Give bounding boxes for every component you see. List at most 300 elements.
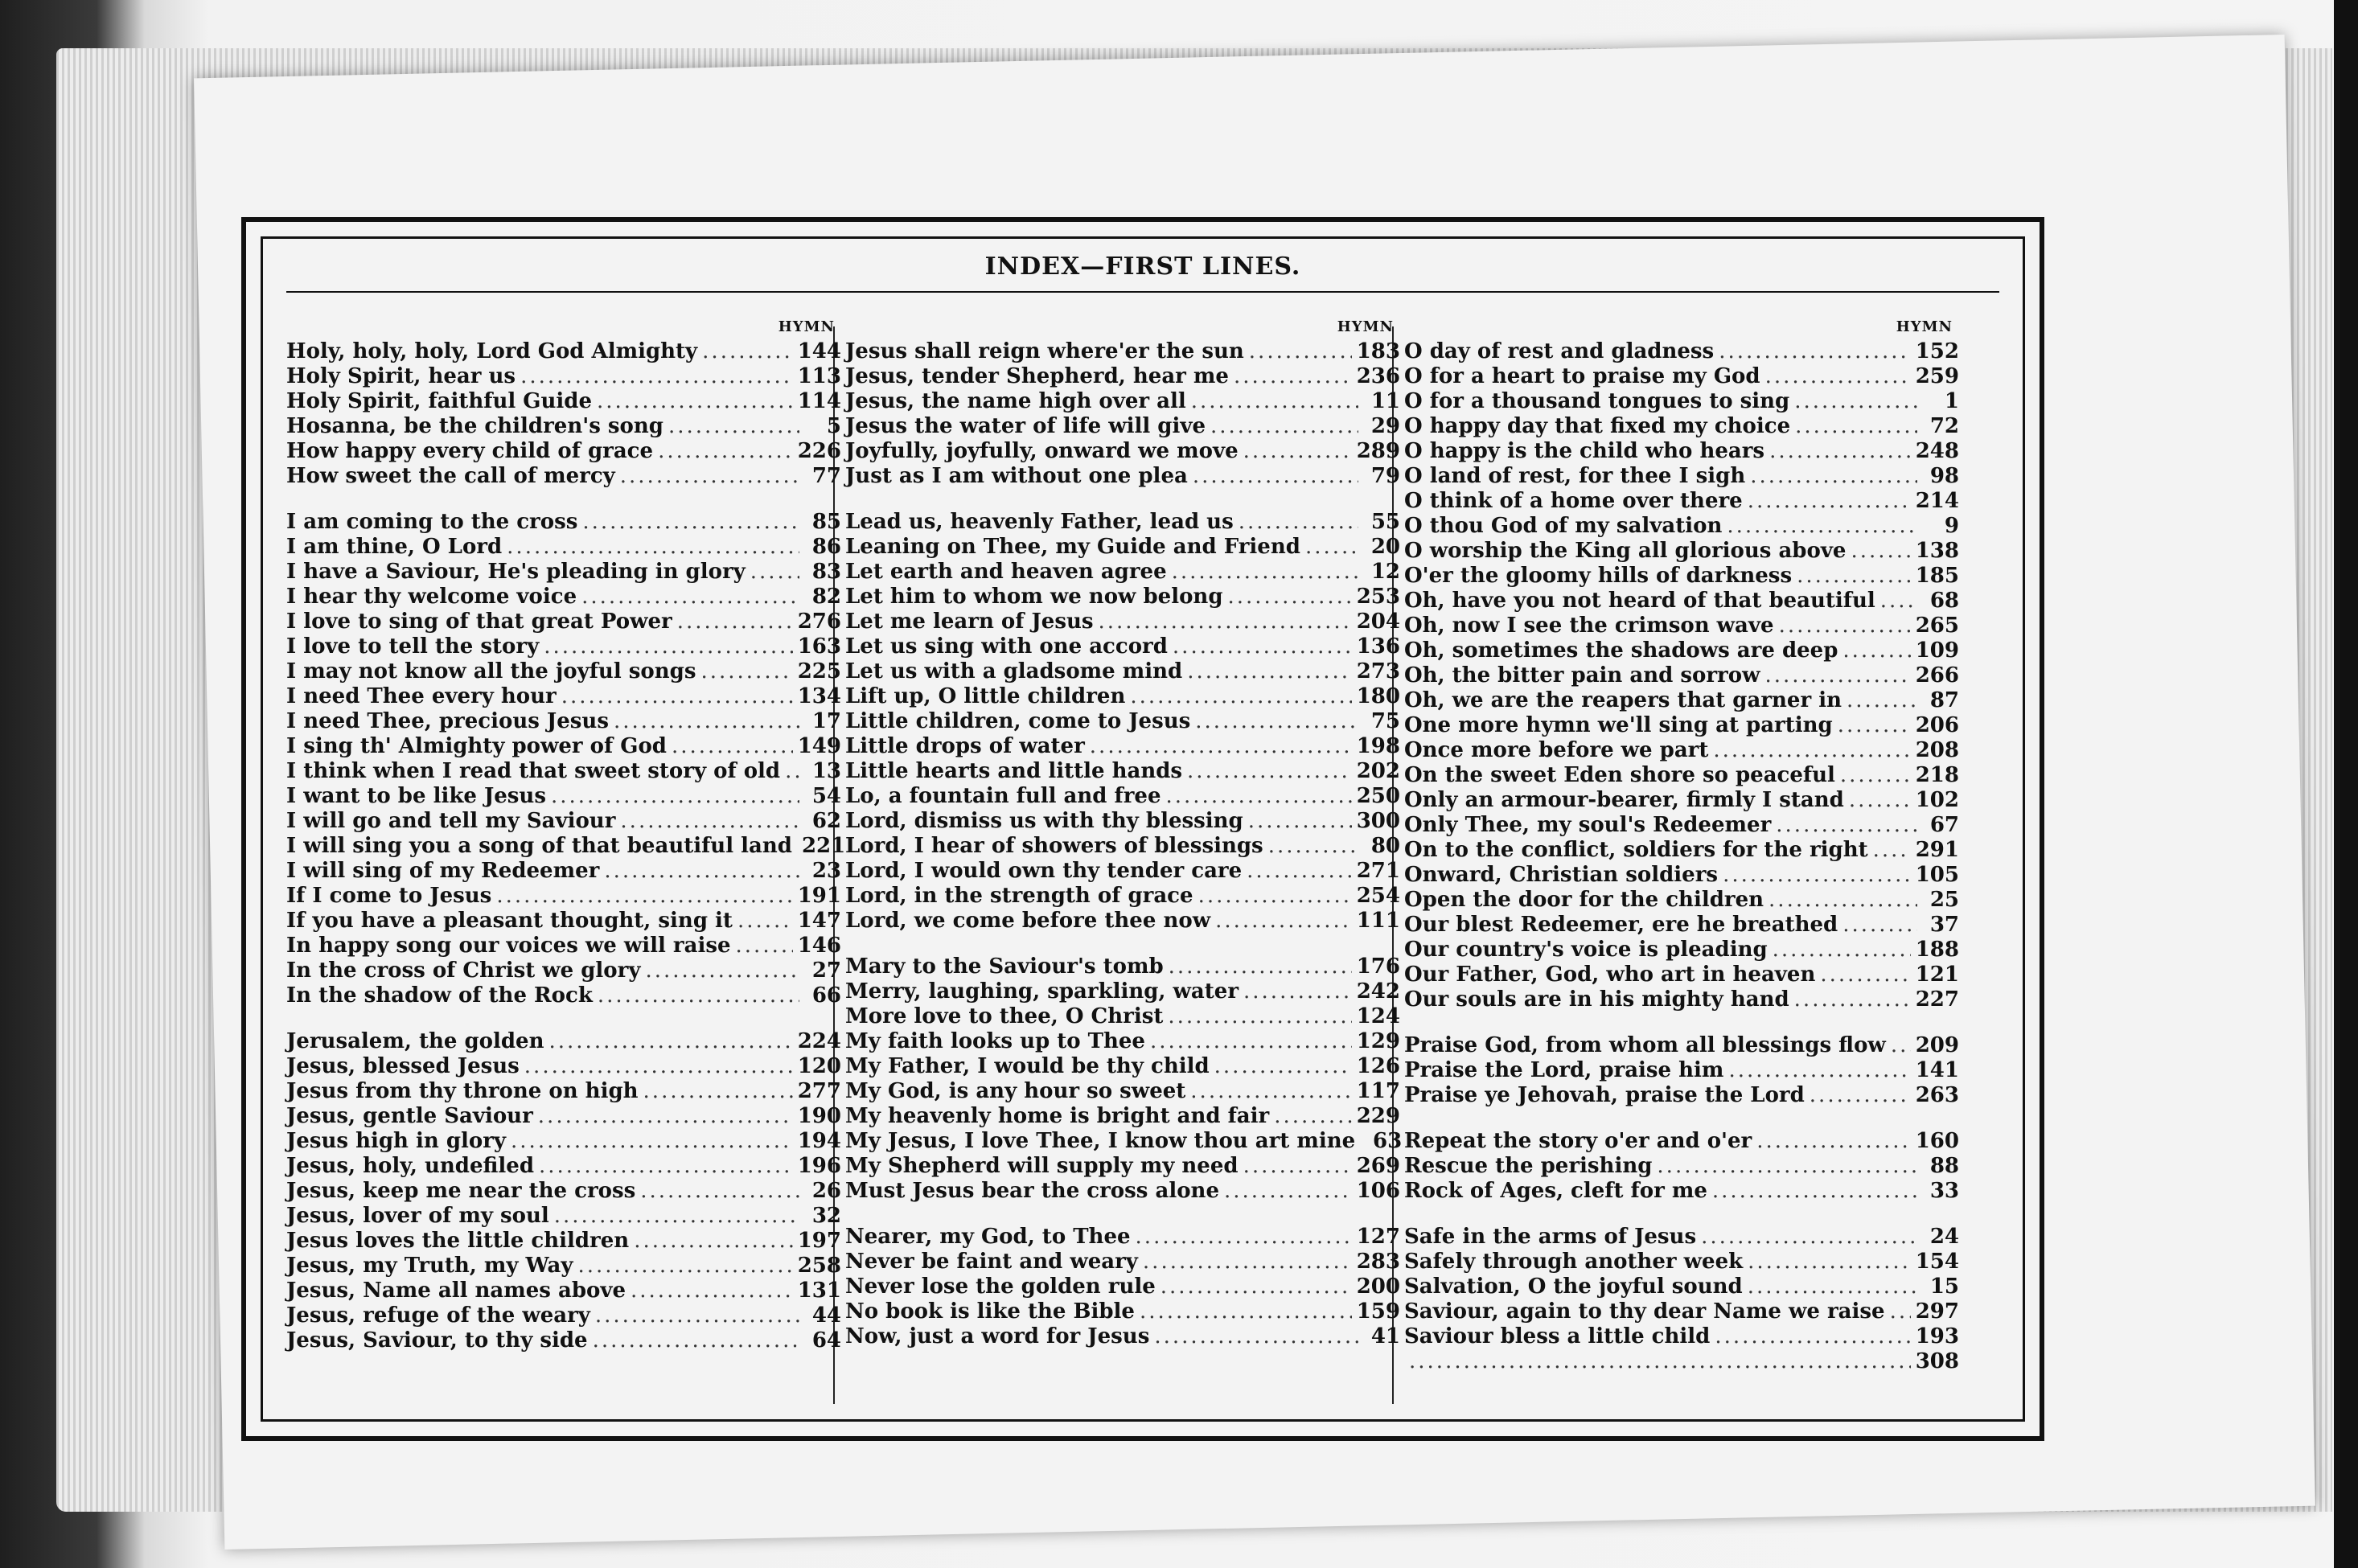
first-line-text: On the sweet Eden shore so peaceful (1404, 763, 1835, 787)
first-line-text: I hear thy welcome voice (286, 585, 577, 609)
index-entry (845, 954, 1400, 979)
first-line-text: Hosanna, be the children's song (286, 414, 663, 438)
first-line-text: O'er the gloomy hills of darkness (1404, 564, 1793, 588)
hymn-number: 160 (1915, 1129, 1959, 1153)
first-line-text: Let us sing with one accord (845, 634, 1168, 659)
index-entry (845, 809, 1400, 834)
index-column-1 (286, 318, 846, 1353)
index-entry (1404, 987, 1959, 1012)
dot-leader (1719, 339, 1911, 363)
index-entry (1404, 1299, 1959, 1324)
index-entry (845, 834, 1400, 859)
first-line-text: I love to sing of that great Power (286, 610, 672, 634)
first-line-text: Open the door for the children (1404, 888, 1764, 912)
hymn-number: 297 (1915, 1299, 1959, 1324)
first-line-text: O worship the King all glorious above (1404, 539, 1847, 563)
first-line-text: Jesus high in glory (286, 1129, 507, 1153)
index-entry (286, 339, 841, 364)
first-line-text: I want to be like Jesus (286, 784, 546, 808)
index-entry (1404, 813, 1959, 838)
index-entry (286, 1279, 841, 1303)
first-line-text: Oh, have you not heard of that beautiful (1404, 589, 1875, 613)
first-line-text: I love to tell the story (286, 634, 540, 659)
index-entry (286, 439, 841, 464)
dot-leader (1779, 614, 1911, 638)
index-entry (286, 535, 841, 560)
index-entry (845, 1129, 1403, 1154)
group-gap (1404, 1108, 1959, 1129)
dot-leader (496, 884, 792, 908)
dot-leader (1842, 638, 1910, 663)
first-line-text: How sweet the call of mercy (286, 464, 615, 488)
first-line-text: If you have a pleasant thought, sing it (286, 909, 733, 933)
index-entry (286, 364, 841, 389)
index-entry (286, 809, 841, 834)
index-entry (286, 958, 841, 983)
first-line-text: Lift up, O little children (845, 684, 1126, 708)
index-entry (845, 1225, 1400, 1250)
index-entry (286, 1029, 841, 1054)
first-line-text: I am thine, O Lord (286, 535, 503, 559)
index-entry (1404, 389, 1959, 414)
hymn-number: 159 (1356, 1299, 1400, 1324)
index-entry (845, 389, 1400, 414)
dot-leader (1820, 963, 1910, 987)
index-entry (845, 759, 1400, 784)
index-entry (1404, 688, 1959, 713)
index-entry (1404, 888, 1959, 913)
dot-leader (672, 734, 793, 758)
hymn-number: 180 (1356, 684, 1400, 708)
page-title: INDEX—FIRST LINES. (984, 252, 1301, 281)
dot-leader (1190, 1079, 1351, 1103)
dot-leader (1173, 634, 1352, 659)
index-entry (286, 464, 841, 489)
index-entry (845, 1250, 1400, 1275)
hymn-number: 291 (1915, 838, 1959, 862)
first-line-text: My heavenly home is bright and fair (845, 1104, 1270, 1128)
index-entry (286, 1129, 841, 1154)
index-entry (1404, 1275, 1959, 1299)
index-entry (845, 339, 1400, 364)
first-line-text: Let us with a gladsome mind (845, 659, 1183, 683)
first-line-text: How happy every child of grace (286, 439, 654, 463)
index-entry (286, 1154, 841, 1179)
hymn-number: 248 (1915, 439, 1959, 463)
dot-leader (577, 1254, 792, 1278)
index-entry (286, 585, 841, 610)
first-line-text: My Jesus, I love Thee, I know thou art mine (845, 1129, 1356, 1153)
dot-leader (700, 659, 792, 683)
dot-leader (1193, 464, 1358, 488)
hymn-number: 208 (1915, 738, 1959, 762)
index-entry (845, 464, 1400, 489)
first-line-text: Jesus, gentle Saviour (286, 1104, 533, 1128)
hymn-number: 102 (1915, 788, 1959, 812)
hymn-number: 154 (1915, 1250, 1959, 1274)
hymn-number: 105 (1915, 863, 1959, 887)
hymn-number: 5 (826, 414, 841, 438)
hymn-number: 225 (797, 659, 841, 683)
dot-leader (1169, 954, 1352, 979)
hymn-number: 62 (811, 809, 841, 833)
dot-leader (1794, 389, 1917, 413)
dot-leader (1838, 713, 1911, 737)
hymn-number: 200 (1356, 1275, 1400, 1299)
index-entry (1404, 1225, 1959, 1250)
group-gap (1404, 1204, 1959, 1225)
index-column-3 (1404, 318, 1959, 1374)
first-line-text: I will go and tell my Saviour (286, 809, 616, 833)
index-entry (1404, 788, 1959, 813)
hymn-number: 253 (1356, 585, 1400, 609)
index-entry (845, 510, 1400, 535)
index-entry (1404, 339, 1959, 364)
first-line-text: Little drops of water (845, 734, 1085, 758)
first-line-text: Now, just a word for Jesus (845, 1324, 1150, 1348)
index-entry (1404, 1324, 1959, 1349)
dot-leader (643, 1079, 793, 1103)
dot-leader (544, 634, 793, 659)
first-line-text: Lord, we come before thee now (845, 909, 1211, 933)
hymn-number: 265 (1915, 614, 1959, 638)
dot-leader (1840, 763, 1911, 787)
hymn-number: 68 (1929, 589, 1959, 613)
index-entry (1404, 663, 1959, 688)
dot-leader (1728, 1058, 1910, 1082)
dot-leader (1224, 1179, 1352, 1203)
first-line-text: Jesus shall reign where'er the sun (845, 339, 1244, 363)
first-line-text: O for a thousand tongues to sing (1404, 389, 1790, 413)
first-line-text: Oh, now I see the crimson wave (1404, 614, 1774, 638)
index-entry (1404, 514, 1959, 539)
index-entry (1404, 938, 1959, 963)
hymn-number: 250 (1356, 784, 1400, 808)
dot-leader (1130, 684, 1351, 708)
dot-leader (634, 1229, 793, 1253)
hymn-number: 269 (1356, 1154, 1400, 1178)
hymn-number: 141 (1915, 1058, 1959, 1082)
index-entry (845, 1179, 1400, 1204)
hymn-number: 185 (1915, 564, 1959, 588)
first-line-text: My faith looks up to Thee (845, 1029, 1145, 1053)
first-line-text: Let me learn of Jesus (845, 610, 1094, 634)
hymn-number: 197 (797, 1229, 841, 1253)
first-line-text: My Shepherd will supply my need (845, 1154, 1239, 1178)
index-entry (286, 834, 846, 859)
first-line-text: Jesus, Name all names above (286, 1279, 626, 1303)
dot-leader (561, 684, 793, 708)
dot-leader (1795, 414, 1917, 438)
hymn-number: 147 (797, 909, 841, 933)
index-entry (286, 1204, 841, 1229)
hymn-number: 106 (1356, 1179, 1400, 1203)
first-line-text: Lord, in the strength of grace (845, 884, 1193, 908)
dot-leader (1776, 813, 1917, 837)
hymn-column-header: HYMN (1337, 318, 1394, 335)
index-entry (286, 560, 841, 585)
dot-leader (1713, 738, 1910, 762)
hymn-number: 259 (1915, 364, 1959, 388)
dot-leader (1797, 564, 1911, 588)
group-gap (286, 489, 841, 510)
hymn-number: 138 (1915, 539, 1959, 563)
first-line-text: I will sing you a song of that beautiful land (286, 834, 792, 858)
hymn-number: 263 (1915, 1083, 1959, 1107)
hymn-number: 198 (1356, 734, 1400, 758)
index-entry (1404, 1129, 1959, 1154)
hymn-number: 214 (1915, 489, 1959, 513)
hymn-number: 188 (1915, 938, 1959, 962)
index-entry (1404, 614, 1959, 638)
hymn-number: 127 (1356, 1225, 1400, 1249)
dot-leader (640, 1179, 799, 1203)
hymn-number: 87 (1929, 688, 1959, 712)
index-entry (286, 1328, 841, 1353)
dot-leader (1765, 364, 1911, 388)
first-line-text: Jesus, lover of my soul (286, 1204, 549, 1228)
hymn-number: 136 (1356, 634, 1400, 659)
column-entries (1404, 339, 1959, 1374)
dot-leader (614, 709, 799, 733)
index-entry (1404, 1349, 1959, 1374)
hymn-number: 23 (811, 859, 841, 883)
dot-leader (645, 958, 799, 983)
first-line-text: Our blest Redeemer, ere he breathed (1404, 913, 1838, 937)
dot-leader (520, 364, 793, 388)
index-entry (1404, 364, 1959, 389)
index-entry (286, 884, 841, 909)
dot-leader (750, 560, 799, 584)
hymn-number: 11 (1370, 389, 1400, 413)
index-entry (845, 1004, 1400, 1029)
index-entry (1404, 838, 1959, 863)
dot-leader (1715, 1324, 1910, 1348)
first-line-text: Must Jesus bear the cross alone (845, 1179, 1219, 1203)
dot-leader (1187, 659, 1351, 683)
hymn-number: 206 (1915, 713, 1959, 737)
hymn-number: 41 (1370, 1324, 1400, 1348)
hymn-number: 221 (801, 834, 846, 858)
dot-leader (1249, 339, 1352, 363)
dot-leader (1305, 535, 1358, 559)
first-line-text: Merry, laughing, sparkling, water (845, 979, 1239, 1004)
group-gap (1404, 1012, 1959, 1033)
first-line-text: I may not know all the joyful songs (286, 659, 696, 683)
dot-leader (1657, 1154, 1917, 1178)
hymn-number: 24 (1929, 1225, 1959, 1249)
index-entry (286, 684, 841, 709)
hymn-number: 176 (1356, 954, 1400, 979)
first-line-text: Praise the Lord, praise him (1404, 1058, 1724, 1082)
hymn-number: 83 (811, 560, 841, 584)
hymn-number: 126 (1356, 1054, 1400, 1078)
index-column-2 (845, 318, 1403, 1349)
index-entry (845, 1275, 1400, 1299)
first-line-text: No book is like the Bible (845, 1299, 1135, 1324)
first-line-text: O day of rest and gladness (1404, 339, 1715, 363)
hymn-number: 120 (797, 1054, 841, 1078)
index-entry (845, 1029, 1400, 1054)
dot-leader (1243, 439, 1352, 463)
first-line-text: I think when I read that sweet story of old (286, 759, 781, 783)
index-entry (286, 510, 841, 535)
first-line-text: O for a heart to praise my God (1404, 364, 1760, 388)
hymn-number: 271 (1356, 859, 1400, 883)
hymn-number: 273 (1356, 659, 1400, 683)
hymn-number: 79 (1370, 464, 1400, 488)
first-line-text: Salvation, O the joyful sound (1404, 1275, 1743, 1299)
dot-leader (1243, 979, 1352, 1004)
index-entry (286, 634, 841, 659)
hymn-number: 129 (1356, 1029, 1400, 1053)
hymn-number: 111 (1356, 909, 1400, 933)
index-entry (1404, 589, 1959, 614)
first-line-text: Leaning on Thee, my Guide and Friend (845, 535, 1300, 559)
dot-leader (1166, 784, 1352, 808)
dot-leader (1701, 1225, 1917, 1249)
index-entry (286, 983, 841, 1008)
index-entry (1404, 1083, 1959, 1108)
hymn-number: 152 (1915, 339, 1959, 363)
index-entry (845, 684, 1400, 709)
first-line-text: I need Thee every hour (286, 684, 557, 708)
dot-leader (1247, 859, 1352, 883)
first-line-text: My Father, I would be thy child (845, 1054, 1210, 1078)
hymn-number: 229 (1356, 1104, 1400, 1128)
hymn-number: 80 (1370, 834, 1400, 858)
dot-leader (631, 1279, 793, 1303)
first-line-text: Jesus, blessed Jesus (286, 1054, 520, 1078)
dot-leader (702, 339, 793, 363)
first-line-text: Oh, we are the reapers that garner in (1404, 688, 1842, 712)
hymn-number: 258 (797, 1254, 841, 1278)
dot-leader (551, 784, 799, 808)
dot-leader (668, 414, 799, 438)
first-line-text: Jerusalem, the golden (286, 1029, 544, 1053)
index-entry (845, 414, 1400, 439)
hymn-number: 9 (1944, 514, 1959, 538)
index-entry (845, 859, 1400, 884)
hymn-number: 121 (1915, 963, 1959, 987)
dot-leader (1727, 514, 1917, 538)
index-entry (845, 884, 1400, 909)
dot-leader (1168, 1004, 1351, 1028)
first-line-text: Lord, dismiss us with thy blessing (845, 809, 1243, 833)
dot-leader (785, 759, 799, 783)
column-entries (286, 339, 846, 1353)
first-line-text: Holy Spirit, hear us (286, 364, 516, 388)
first-line-text: Never lose the golden rule (845, 1275, 1156, 1299)
index-entry (286, 1104, 841, 1129)
index-entry (845, 909, 1400, 934)
first-line-text: In the shadow of the Rock (286, 983, 593, 1008)
dot-leader (554, 1204, 799, 1228)
index-entry (1404, 414, 1959, 439)
dot-leader (1810, 1083, 1911, 1107)
hymn-number: 15 (1929, 1275, 1959, 1299)
first-line-text: Jesus, the name high over all (845, 389, 1186, 413)
first-line-text: In happy song our voices we will raise (286, 934, 731, 958)
hymn-number: 218 (1915, 763, 1959, 787)
dot-leader (1234, 364, 1352, 388)
first-line-text: Joyfully, joyfully, onward we move (845, 439, 1239, 463)
first-line-text: If I come to Jesus (286, 884, 492, 908)
first-line-text: I need Thee, precious Jesus (286, 709, 609, 733)
hymn-number: 191 (797, 884, 841, 908)
hymn-number: 17 (811, 709, 841, 733)
dot-leader (549, 1029, 793, 1053)
first-line-text: Our souls are in his mighty hand (1404, 987, 1789, 1012)
first-line-text: Praise God, from whom all blessings flow (1404, 1033, 1886, 1057)
index-entry (1404, 439, 1959, 464)
hymn-number: 146 (797, 934, 841, 958)
dot-leader (524, 1054, 793, 1078)
hymn-number: 55 (1370, 510, 1400, 534)
hymn-number: 254 (1356, 884, 1400, 908)
group-gap (845, 934, 1400, 954)
index-frame (241, 217, 2044, 1441)
index-entry (1404, 913, 1959, 938)
dot-leader (1187, 759, 1352, 783)
hymn-number: 66 (811, 983, 841, 1008)
dot-leader (1409, 1349, 1911, 1373)
hymn-number: 194 (797, 1129, 841, 1153)
first-line-text: In the cross of Christ we glory (286, 958, 641, 983)
hymn-number: 134 (797, 684, 841, 708)
index-entry (286, 1229, 841, 1254)
dot-leader (1748, 1250, 1911, 1274)
first-line-text: Holy, holy, holy, Lord God Almighty (286, 339, 698, 363)
first-line-text: Jesus from thy throne on high (286, 1079, 639, 1103)
dot-leader (595, 1303, 799, 1328)
dot-leader (1274, 1104, 1351, 1128)
first-line-text: Safe in the arms of Jesus (1404, 1225, 1697, 1249)
hymn-number: 98 (1929, 464, 1959, 488)
hymn-number: 308 (1915, 1349, 1959, 1373)
first-line-text: Repeat the story o'er and o'er (1404, 1129, 1752, 1153)
index-entry (845, 1104, 1400, 1129)
first-line-text: I am coming to the cross (286, 510, 578, 534)
index-entry (1404, 713, 1959, 738)
first-line-text: Oh, the bitter pain and sorrow (1404, 663, 1760, 688)
hymn-number: 276 (797, 610, 841, 634)
first-line-text: Jesus, refuge of the weary (286, 1303, 590, 1328)
dot-leader (1140, 1299, 1352, 1324)
hymn-number: 67 (1929, 813, 1959, 837)
dot-leader (1214, 1054, 1352, 1078)
group-gap (845, 1204, 1400, 1225)
index-entry (845, 1079, 1400, 1104)
hymn-number: 149 (797, 734, 841, 758)
hymn-number: 224 (797, 1029, 841, 1053)
index-entry (845, 784, 1400, 809)
index-entry (1404, 1179, 1959, 1204)
first-line-text: Only Thee, my soul's Redeemer (1404, 813, 1772, 837)
dot-leader (581, 585, 799, 609)
dot-leader (582, 510, 799, 534)
first-line-text: Lord, I hear of showers of blessings (845, 834, 1263, 858)
first-line-text: Saviour, again to thy dear Name we raise (1404, 1299, 1885, 1324)
dot-leader (1748, 1275, 1917, 1299)
index-entry (286, 934, 841, 958)
dot-leader (1243, 1154, 1352, 1178)
index-entry (1404, 763, 1959, 788)
hymn-number: 113 (797, 364, 841, 388)
first-line-text: Let earth and heaven agree (845, 560, 1167, 584)
dot-leader (1090, 734, 1352, 758)
dot-leader (539, 1154, 793, 1178)
